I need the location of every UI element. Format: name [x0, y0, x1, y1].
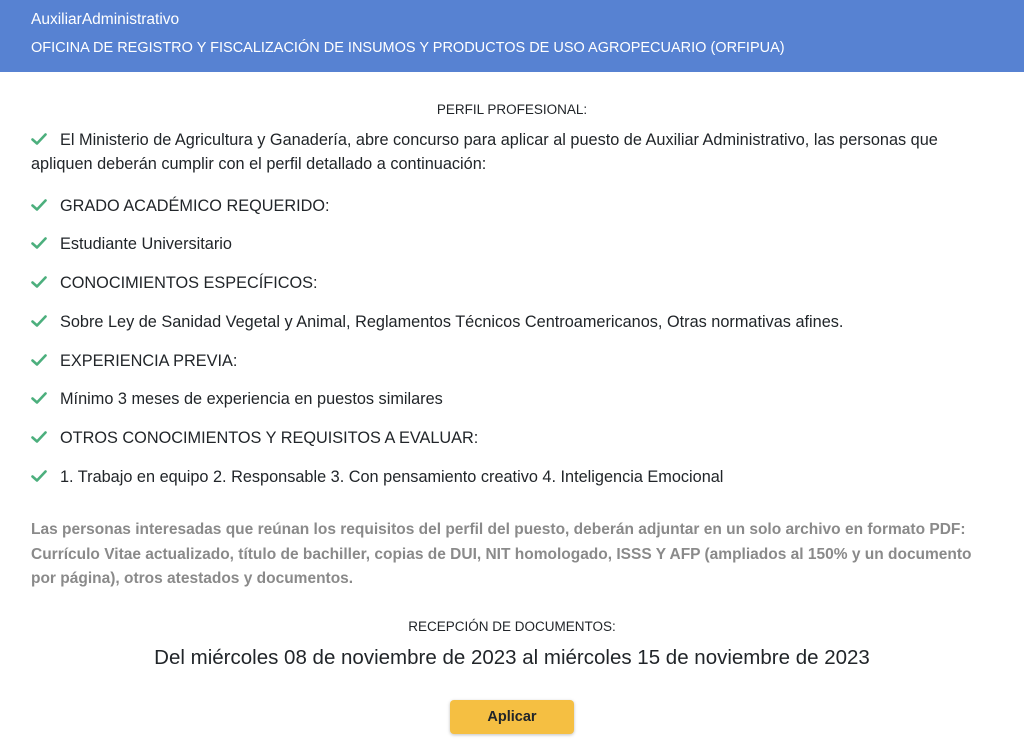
profile-item-text: Mínimo 3 meses de experiencia en puestos similares — [60, 390, 443, 408]
check-icon — [31, 236, 47, 250]
profile-item-experience-heading — [31, 349, 237, 373]
profile-item-other-heading — [31, 426, 478, 450]
profile-heading: PERFIL PROFESIONAL: — [436, 102, 588, 117]
check-icon — [31, 430, 47, 444]
profile-item-other-value — [31, 465, 723, 489]
profile-item-text: El Ministerio de Agricultura y Ganadería, abre concurso para aplicar al puesto de Auxiliar Administrativo, las personas que apliquen deberán cumplir con el perfil detallado a continuación: — [31, 131, 938, 173]
job-title: AuxiliarAdministrativo — [31, 11, 180, 28]
profile-item-text: OTROS CONOCIMIENTOS Y REQUISITOS A EVALUAR: — [60, 429, 479, 447]
check-icon — [31, 132, 47, 146]
profile-item-academic-heading — [31, 194, 330, 218]
profile-item-experience-value — [31, 387, 443, 411]
profile-item-intro — [31, 128, 991, 176]
profile-item-knowledge-heading — [31, 271, 318, 295]
check-icon — [31, 275, 47, 289]
check-icon — [31, 469, 47, 483]
office-name: OFICINA DE REGISTRO Y FISCALIZACIÓN DE INSUMOS Y PRODUCTOS DE USO AGROPECUARIO (ORFIPUA) — [31, 40, 785, 56]
profile-item-text: EXPERIENCIA PREVIA: — [60, 352, 238, 370]
profile-item-academic-value — [31, 232, 232, 256]
apply-button[interactable]: Aplicar — [450, 700, 574, 734]
check-icon — [31, 198, 47, 212]
profile-item-text: Sobre Ley de Sanidad Vegetal y Animal, Reglamentos Técnicos Centroamericanos, Otras normativas afines. — [60, 313, 844, 331]
profile-item-knowledge-value — [31, 310, 843, 334]
profile-item-text: 1. Trabajo en equipo 2. Responsable 3. Con pensamiento creativo 4. Inteligencia Emocional — [60, 468, 724, 486]
profile-item-text: CONOCIMIENTOS ESPECÍFICOS: — [60, 274, 318, 292]
profile-item-text: GRADO ACADÉMICO REQUERIDO: — [60, 197, 330, 215]
profile-item-text: Estudiante Universitario — [60, 235, 232, 253]
reception-heading: RECEPCIÓN DE DOCUMENTOS: — [408, 619, 616, 634]
check-icon — [31, 353, 47, 367]
requirements-note: Las personas interesadas que reúnan los requisitos del perfil del puesto, deberán adjuntar en un solo archivo en formato PDF: Currículo Vitae actualizado, título de bachiller, copias de DUI, NIT homologado, ISSS Y AFP (ampliados al 150% y un documento por página), otros atestados y documentos. — [31, 521, 972, 587]
check-icon — [31, 391, 47, 405]
reception-dates: Del miércoles 08 de noviembre de 2023 al miércoles 15 de noviembre de 2023 — [154, 646, 870, 669]
check-icon — [31, 314, 47, 328]
